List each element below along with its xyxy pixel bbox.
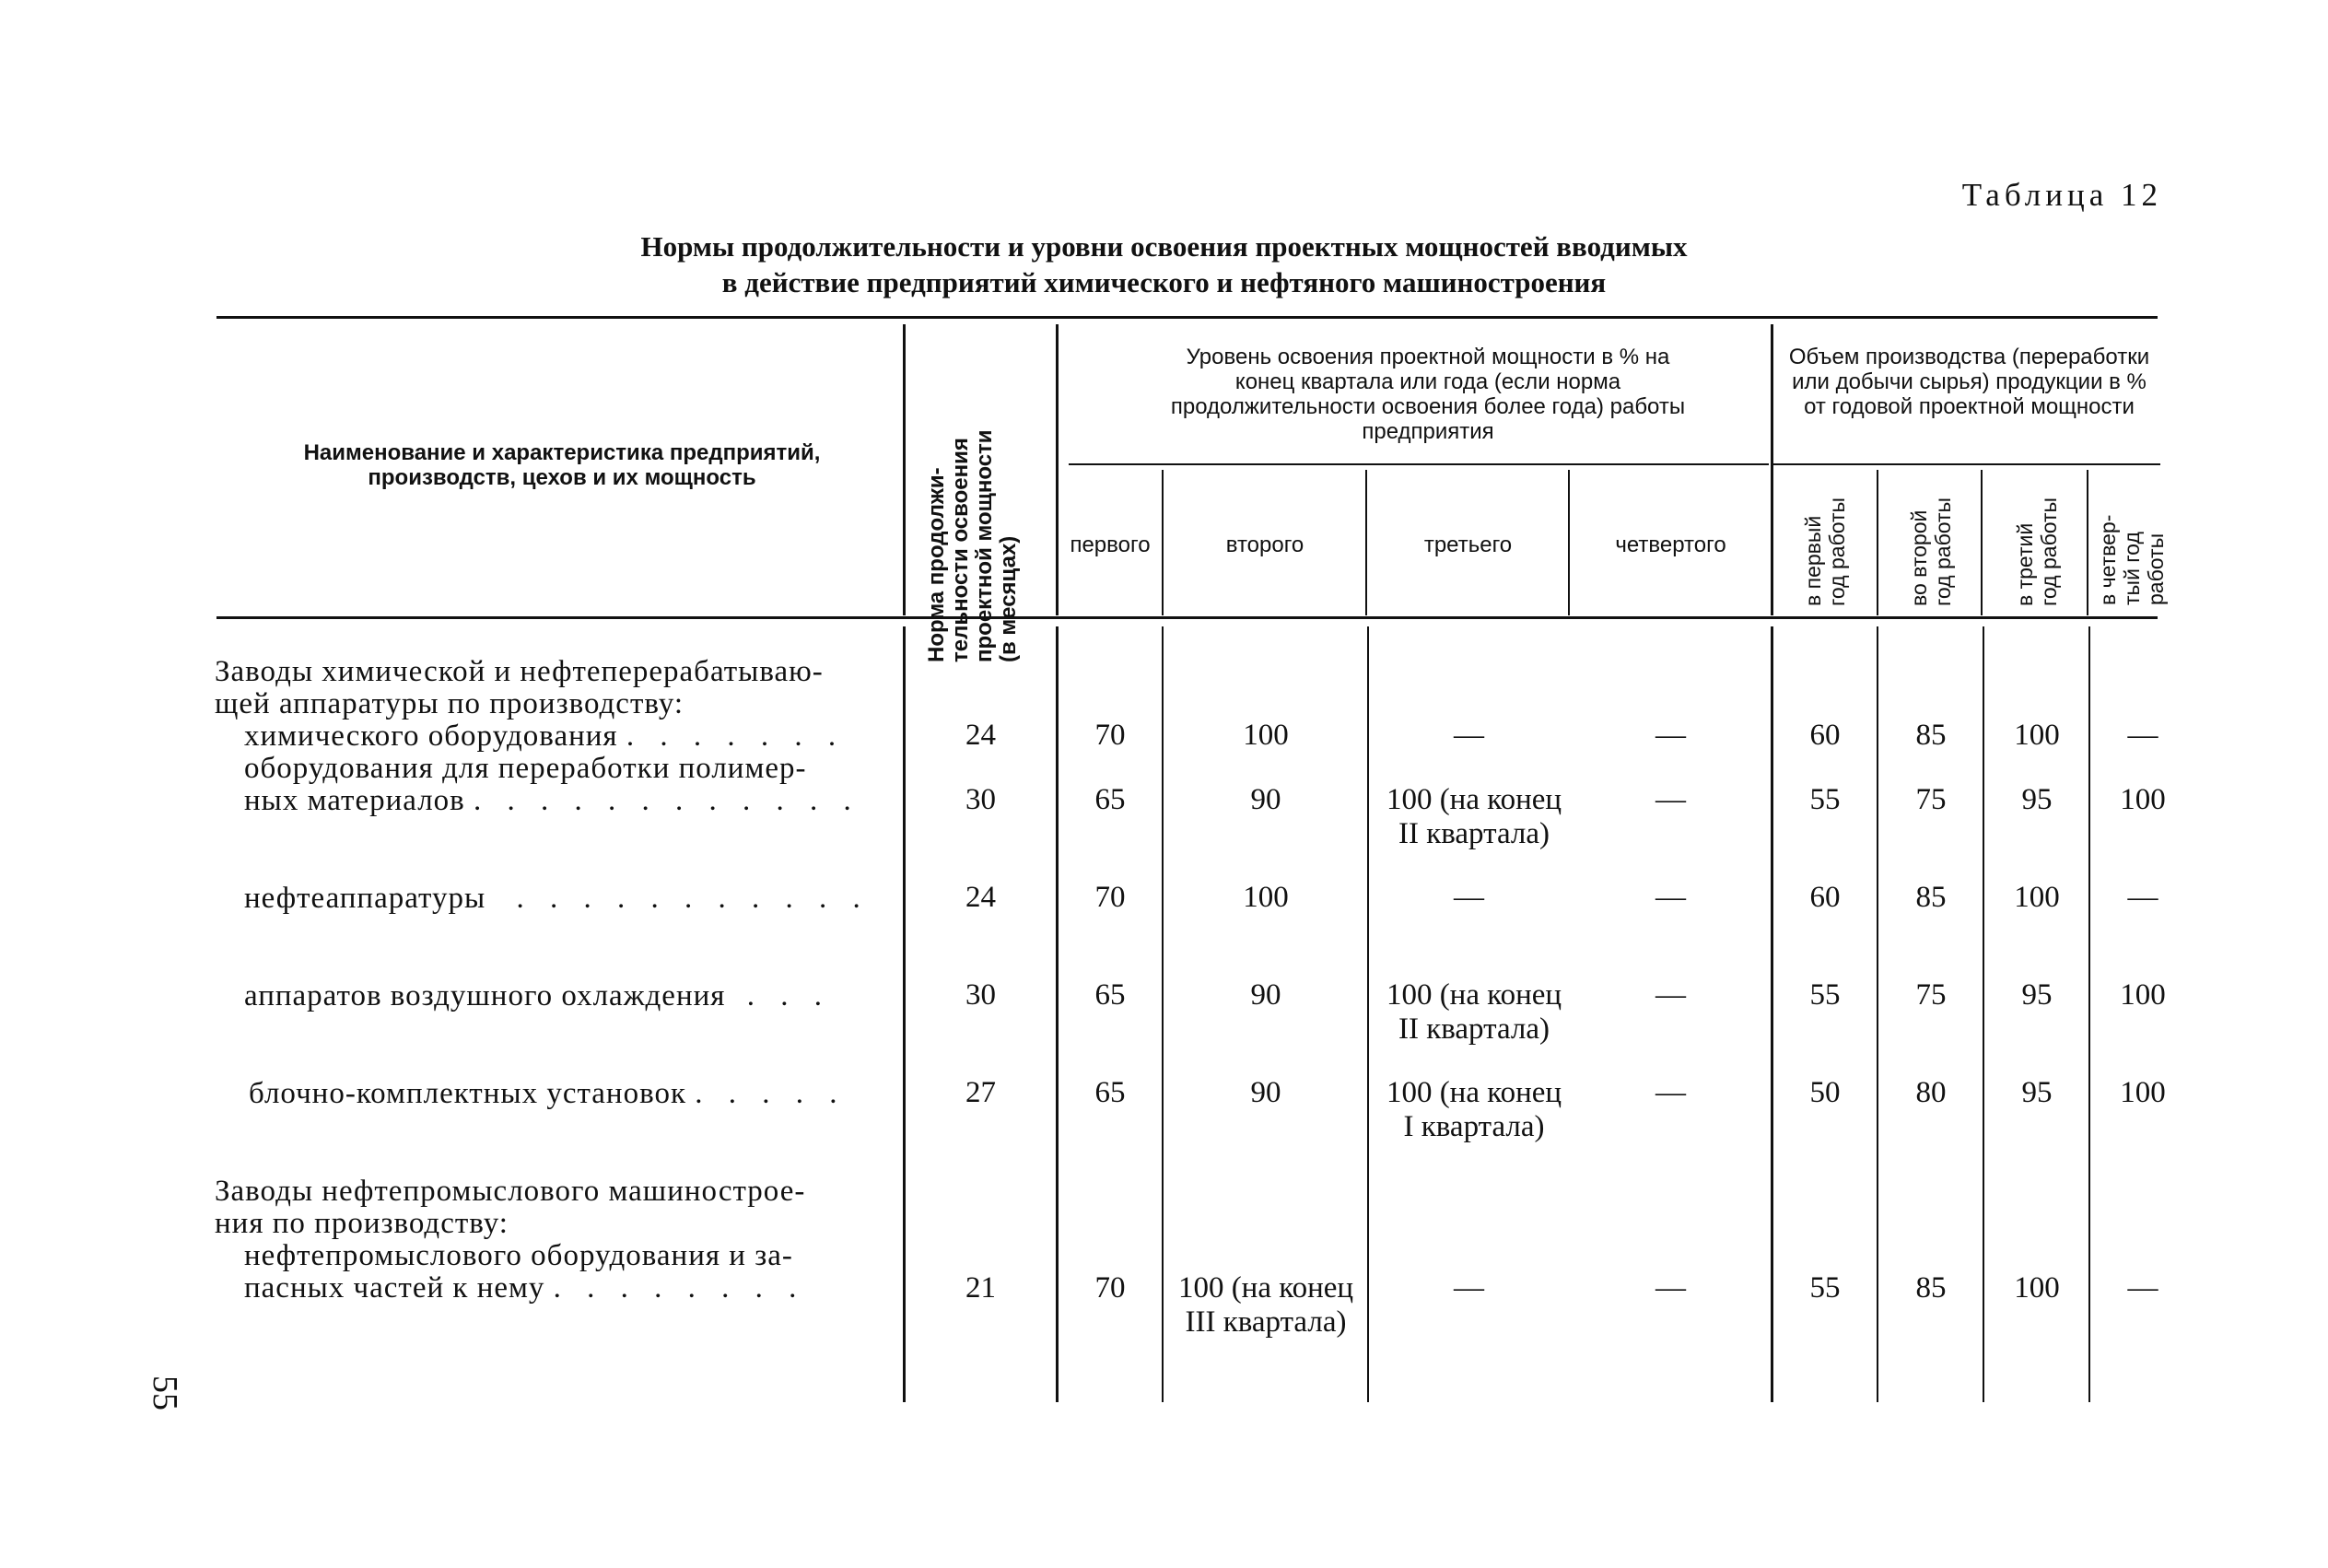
group-heading-oilfield: Заводы нефтепромыслового машинострое- ния по производству: (215, 1175, 806, 1240)
row-name-oilfield-equipment: нефтепромыслового оборудования и за- пасных частей к нему . . . . . . . . (244, 1239, 806, 1305)
row4-q3: 100 (на конец II квартала) (1386, 978, 1562, 1046)
row-name-block-units: блочно-комплектных установок . . . . . (249, 1077, 847, 1110)
row1-q2: 100 (1243, 719, 1289, 752)
row1-q3: — (1454, 719, 1484, 752)
row-name-polymer-equipment: оборудования для переработки полимер- ных материалов . . . . . . . . . . . . (244, 752, 860, 817)
row3-y4: — (2127, 881, 2158, 914)
table-title-line-1: Нормы продолжительности и уровни освоения проектных мощностей вводимых (640, 230, 1688, 263)
volume-subheader-rule (1773, 463, 2160, 465)
body-divider-y3 (2088, 626, 2090, 1402)
group-heading-chemical: Заводы химической и нефтеперерабатываю- щей аппаратуры по производству: (215, 655, 824, 720)
row6-q2: 100 (на конец III квартала) (1177, 1271, 1354, 1339)
row2-y3: 95 (2021, 783, 2053, 816)
table-label: Таблица 12 (1961, 177, 2162, 213)
table-top-rule (216, 316, 2158, 319)
row4-q2: 90 (1250, 978, 1281, 1012)
row5-norm: 27 (965, 1076, 996, 1109)
row3-q3: — (1454, 881, 1484, 914)
row5-y2: 80 (1915, 1076, 1947, 1109)
header-q2: второго (1225, 532, 1304, 557)
row2-y1: 55 (1809, 783, 1841, 816)
row5-q3: 100 (на конец I квартала) (1386, 1076, 1562, 1143)
body-divider-y2 (1983, 626, 1984, 1402)
header-bottom-rule (216, 616, 2158, 619)
col-divider-y2 (1981, 470, 1983, 615)
row6-q4: — (1655, 1271, 1686, 1305)
row6-y1: 55 (1809, 1271, 1841, 1305)
body-divider-y1 (1877, 626, 1878, 1402)
col-divider-level (1771, 324, 1773, 615)
row2-q1: 65 (1094, 783, 1126, 816)
row4-y2: 75 (1915, 978, 1947, 1012)
row5-y1: 50 (1809, 1076, 1841, 1109)
row2-y2: 75 (1915, 783, 1947, 816)
row-name-chemical-equipment: химического оборудования . . . . . . . (244, 720, 846, 753)
row2-norm: 30 (965, 783, 996, 816)
header-volume-group: Объем производства (переработки или добычи сырья) продукции в % от годовой проектной мощности (1788, 345, 2150, 419)
header-q4: четвертого (1615, 532, 1726, 557)
row4-y1: 55 (1809, 978, 1841, 1012)
header-y1: в первый год работы (1801, 497, 1849, 606)
header-norm: Норма продолжи- тельности освоения проектной мощности (в месяцах) (924, 429, 1021, 662)
col-divider-name (903, 324, 906, 615)
row6-y4: — (2127, 1271, 2158, 1305)
col-divider-norm (1056, 324, 1059, 615)
row2-y4: 100 (2120, 783, 2166, 816)
row3-q1: 70 (1094, 881, 1126, 914)
row6-q1: 70 (1094, 1271, 1126, 1305)
row6-y3: 100 (2014, 1271, 2060, 1305)
row3-y2: 85 (1915, 881, 1947, 914)
row6-norm: 21 (965, 1271, 996, 1305)
row1-q1: 70 (1094, 719, 1126, 752)
header-level-group: Уровень освоения проектной мощности в % на конец квартала или года (если норма продолжительности освоения более года) работы предприятия (1170, 345, 1686, 444)
table-title-line-2: в действие предприятий химического и нефтяного машиностроения (721, 266, 1607, 298)
col-divider-q2 (1365, 470, 1367, 615)
body-divider-q2 (1367, 626, 1369, 1402)
row5-q1: 65 (1094, 1076, 1126, 1109)
row2-q2: 90 (1250, 783, 1281, 816)
row3-q2: 100 (1243, 881, 1289, 914)
page-number: 55 (146, 1375, 184, 1410)
header-y4: в четвер- тый год работы (2096, 514, 2168, 605)
col-divider-q1 (1162, 470, 1164, 615)
row1-norm: 24 (965, 719, 996, 752)
row5-q4: — (1655, 1076, 1686, 1109)
row4-y3: 95 (2021, 978, 2053, 1012)
col-divider-q3 (1568, 470, 1570, 615)
row-name-air-cooling: аппаратов воздушного охлаждения . . . (244, 979, 831, 1012)
row1-y4: — (2127, 719, 2158, 752)
header-name: Наименование и характеристика предприятий, производств, цехов и их мощность (303, 440, 821, 490)
row6-q3: — (1454, 1271, 1484, 1305)
row4-q4: — (1655, 978, 1686, 1012)
level-subheader-rule (1069, 463, 1769, 465)
row5-q2: 90 (1250, 1076, 1281, 1109)
row1-y2: 85 (1915, 719, 1947, 752)
body-divider-q1 (1162, 626, 1164, 1402)
row3-norm: 24 (965, 881, 996, 914)
row4-norm: 30 (965, 978, 996, 1012)
header-q3: третьего (1423, 532, 1513, 557)
row6-y2: 85 (1915, 1271, 1947, 1305)
row5-y4: 100 (2120, 1076, 2166, 1109)
row1-y1: 60 (1809, 719, 1841, 752)
header-q1: первого (1070, 532, 1151, 557)
header-y3: в третий год работы (2013, 497, 2061, 606)
col-divider-y3 (2087, 470, 2088, 615)
header-y2: во второй год работы (1907, 497, 1955, 606)
row1-y3: 100 (2014, 719, 2060, 752)
row3-y1: 60 (1809, 881, 1841, 914)
row3-q4: — (1655, 881, 1686, 914)
row2-q3: 100 (на конец II квартала) (1386, 783, 1562, 850)
row2-q4: — (1655, 783, 1686, 816)
row-name-oil-apparatus: нефтеаппаратуры . . . . . . . . . . . (244, 882, 870, 915)
col-divider-y1 (1877, 470, 1878, 615)
row1-q4: — (1655, 719, 1686, 752)
row4-y4: 100 (2120, 978, 2166, 1012)
row5-y3: 95 (2021, 1076, 2053, 1109)
row4-q1: 65 (1094, 978, 1126, 1012)
row3-y3: 100 (2014, 881, 2060, 914)
